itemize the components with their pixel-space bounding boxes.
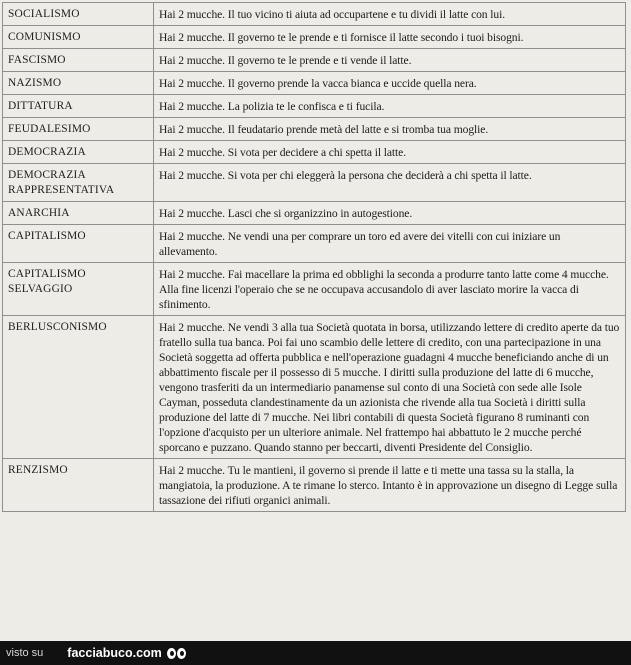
system-name-cell: DEMOCRAZIA bbox=[3, 141, 154, 164]
system-name-cell: RENZISMO bbox=[3, 459, 154, 512]
description-cell: Hai 2 mucche. Il tuo vicino ti aiuta ad occupartene e tu dividi il latte con lui. bbox=[154, 3, 626, 26]
system-name-cell: BERLUSCONISMO bbox=[3, 316, 154, 459]
system-name-cell: CAPITALISMO SELVAGGIO bbox=[3, 263, 154, 316]
table-row bbox=[3, 3, 626, 26]
system-name-cell: FEUDALESIMO bbox=[3, 118, 154, 141]
system-name-cell: DITTATURA bbox=[3, 95, 154, 118]
footer-bar bbox=[0, 641, 631, 665]
system-name-cell: NAZISMO bbox=[3, 72, 154, 95]
description-cell: Hai 2 mucche. Fai macellare la prima ed obblighi la seconda a produrre tanto latte come 4 mucche. Alla fine licenzi l'operaio che se ne occupava accusandolo di aver lasciato morire la vacca di sfinimento. bbox=[154, 263, 626, 316]
system-name-cell: DEMOCRAZIA RAPPRESENTATIVA bbox=[3, 164, 154, 202]
table-row bbox=[3, 164, 626, 202]
description-cell: Hai 2 mucche. Ne vendi una per comprare un toro ed avere dei vitelli con cui iniziare un allevamento. bbox=[154, 225, 626, 263]
table-row bbox=[3, 225, 626, 263]
table-row bbox=[3, 95, 626, 118]
description-cell: Hai 2 mucche. Tu le mantieni, il governo si prende il latte e ti mette una tassa su la stalla, la mangiatoia, la produzione. A te rimane lo sterco. Intanto è in approvazione un disegno di Legge sulla tassazione dei rifiuti organici animali. bbox=[154, 459, 626, 512]
table-row bbox=[3, 72, 626, 95]
description-cell: Hai 2 mucche. Il governo te le prende e ti fornisce il latte secondo i tuoi bisogni. bbox=[154, 26, 626, 49]
table-row bbox=[3, 49, 626, 72]
description-cell: Hai 2 mucche. Si vota per chi eleggerà la persona che deciderà a chi spetta il latte. bbox=[154, 164, 626, 202]
system-name-cell: COMUNISMO bbox=[3, 26, 154, 49]
system-name-cell: ANARCHIA bbox=[3, 202, 154, 225]
system-name-cell: FASCISMO bbox=[3, 49, 154, 72]
eyes-logo-icon bbox=[167, 648, 187, 659]
description-cell: Hai 2 mucche. Il feudatario prende metà del latte e si tromba tua moglie. bbox=[154, 118, 626, 141]
table-body bbox=[3, 3, 626, 512]
table-row bbox=[3, 202, 626, 225]
description-cell: Hai 2 mucche. Si vota per decidere a chi spetta il latte. bbox=[154, 141, 626, 164]
table-row bbox=[3, 141, 626, 164]
table-row bbox=[3, 263, 626, 316]
table-row bbox=[3, 118, 626, 141]
site-link[interactable]: facciabuco.com bbox=[67, 646, 162, 660]
eye-icon bbox=[167, 648, 176, 659]
table-row bbox=[3, 26, 626, 49]
system-name-cell: CAPITALISMO bbox=[3, 225, 154, 263]
description-cell: Hai 2 mucche. Ne vendi 3 alla tua Società quotata in borsa, utilizzando lettere di credito aperte da tuo fratello sulla tua banca. Poi fai uno scambio delle lettere di credito, con una partecipazione in una Società soggetta ad offerta pubblica e nell'operazione guadagni 4 mucche beneficiando anche di un abbattimento fiscale per il possesso di 5 mucche. I diritti sulla produzione del latte di 6 mucche, vengono trasferiti da un intermediario panamense sul conto di una Società con sede alle Isole Cayman, posseduta clandestinamente da un azionista che rivende alla tua Società i diritti sulla produzione del latte di 7 mucche. Nei libri contabili di questa Società figurano 8 ruminanti con l'opzione d'acquisto per un ulteriore animale. Nel frattempo hai abbattuto le 2 mucche perché sporcano e puzzano. Quando stanno per beccarti, diventi Presidente del Consiglio. bbox=[154, 316, 626, 459]
description-cell: Hai 2 mucche. Il governo te le prende e ti vende il latte. bbox=[154, 49, 626, 72]
systems-table bbox=[2, 2, 626, 512]
table-row bbox=[3, 459, 626, 512]
description-cell: Hai 2 mucche. Lasci che si organizzino in autogestione. bbox=[154, 202, 626, 225]
description-cell: Hai 2 mucche. La polizia te le confisca e ti fucila. bbox=[154, 95, 626, 118]
description-cell: Hai 2 mucche. Il governo prende la vacca bianca e uccide quella nera. bbox=[154, 72, 626, 95]
system-name-cell: SOCIALISMO bbox=[3, 3, 154, 26]
table-row bbox=[3, 316, 626, 459]
visto-su-label: visto su bbox=[6, 647, 44, 659]
eye-icon bbox=[177, 648, 186, 659]
